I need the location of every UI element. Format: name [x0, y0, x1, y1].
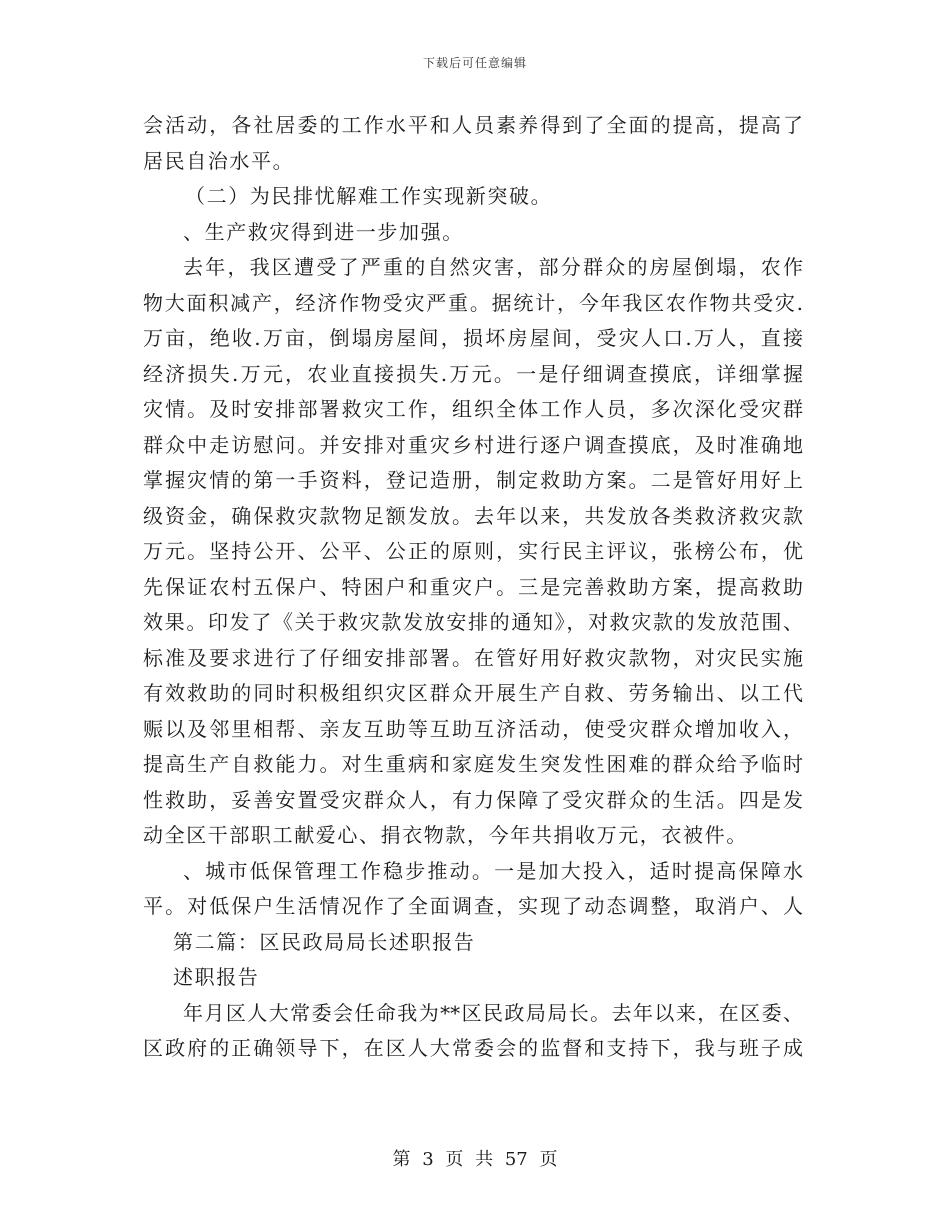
body-line: 万元。坚持公开、公平、公正的原则，实行民主评议，张榜公布，优 — [143, 539, 803, 563]
body-line: 万亩，绝收.万亩，倒塌房屋间，损坏房屋间，受灾人口.万人，直接 — [143, 326, 803, 350]
page-header-note: 下载后可任意编辑 — [422, 56, 527, 70]
section-heading: （二）为民排忧解难工作实现新突破。 — [185, 184, 553, 208]
chapter-title: 第二篇：区民政局局长述职报告 — [173, 929, 476, 954]
body-line: 经济损失.万元，农业直接损失.万元。一是仔细调查摸底，详细掌握 — [143, 361, 803, 386]
body-line: 标准及要求进行了仔细安排部署。在管好用好救灾款物，对灾民实施 — [143, 645, 803, 670]
body-line: 群众中走访慰问。并安排对重灾乡村进行逐户调查摸底，及时准确地 — [143, 432, 803, 457]
subsection-heading: 、生产救灾得到进一步加强。 — [183, 219, 464, 244]
body-line: 赈以及邻里相帮、亲友互助等互助互济活动，使受灾群众增加收入， — [143, 716, 803, 741]
body-line: 先保证农村五保户、特困户和重灾户。三是完善救助方案，提高救助 — [143, 574, 803, 599]
body-line: 效果。印发了《关于救灾款发放安排的通知》，对救灾款的发放范围、 — [143, 610, 803, 634]
page-number: 第 3 页 共 57 页 — [392, 1149, 558, 1170]
body-line: 提高生产自救能力。对生重病和家庭发生突发性困难的群众给予临时 — [143, 752, 803, 776]
body-line: 年月区人大常委会任命我为**区民政局局长。去年以来，在区委、 — [183, 1000, 803, 1025]
body-line: 动全区干部职工献爱心、捐衣物款，今年共捐收万元，衣被件。 — [143, 823, 748, 847]
body-line: 、城市低保管理工作稳步推动。一是加大投入，适时提高保障水 — [183, 858, 803, 883]
body-line: 物大面积减产，经济作物受灾严重。据统计，今年我区农作物共受灾. — [143, 290, 803, 315]
report-title: 述职报告 — [173, 965, 260, 989]
body-line: 掌握灾情的第一手资料，登记造册，制定救助方案。二是管好用好上 — [143, 468, 803, 492]
body-line: 性救助，妥善安置受灾群众人，有力保障了受灾群众的生活。四是发 — [143, 787, 803, 812]
body-line: 居民自治水平。 — [143, 148, 295, 173]
body-line: 会活动，各社居委的工作水平和人员素养得到了全面的提高，提高了 — [143, 113, 803, 137]
body-line: 区政府的正确领导下，在区人大常委会的监督和支持下，我与班子成 — [143, 1036, 803, 1060]
body-line: 级资金，确保救灾款物足额发放。去年以来，共发放各类救济救灾款 — [143, 503, 803, 528]
document-body — [143, 108, 803, 1067]
body-line: 去年，我区遭受了严重的自然灾害，部分群众的房屋倒塌，农作 — [183, 255, 803, 279]
body-line: 有效救助的同时积极组织灾区群众开展生产自救、劳务输出、以工代 — [143, 681, 803, 705]
body-line: 灾情。及时安排部署救灾工作，组织全体工作人员，多次深化受灾群 — [143, 397, 803, 421]
body-line: 平。对低保户生活情况作了全面调查，实现了动态调整，取消户、人 — [143, 894, 803, 918]
